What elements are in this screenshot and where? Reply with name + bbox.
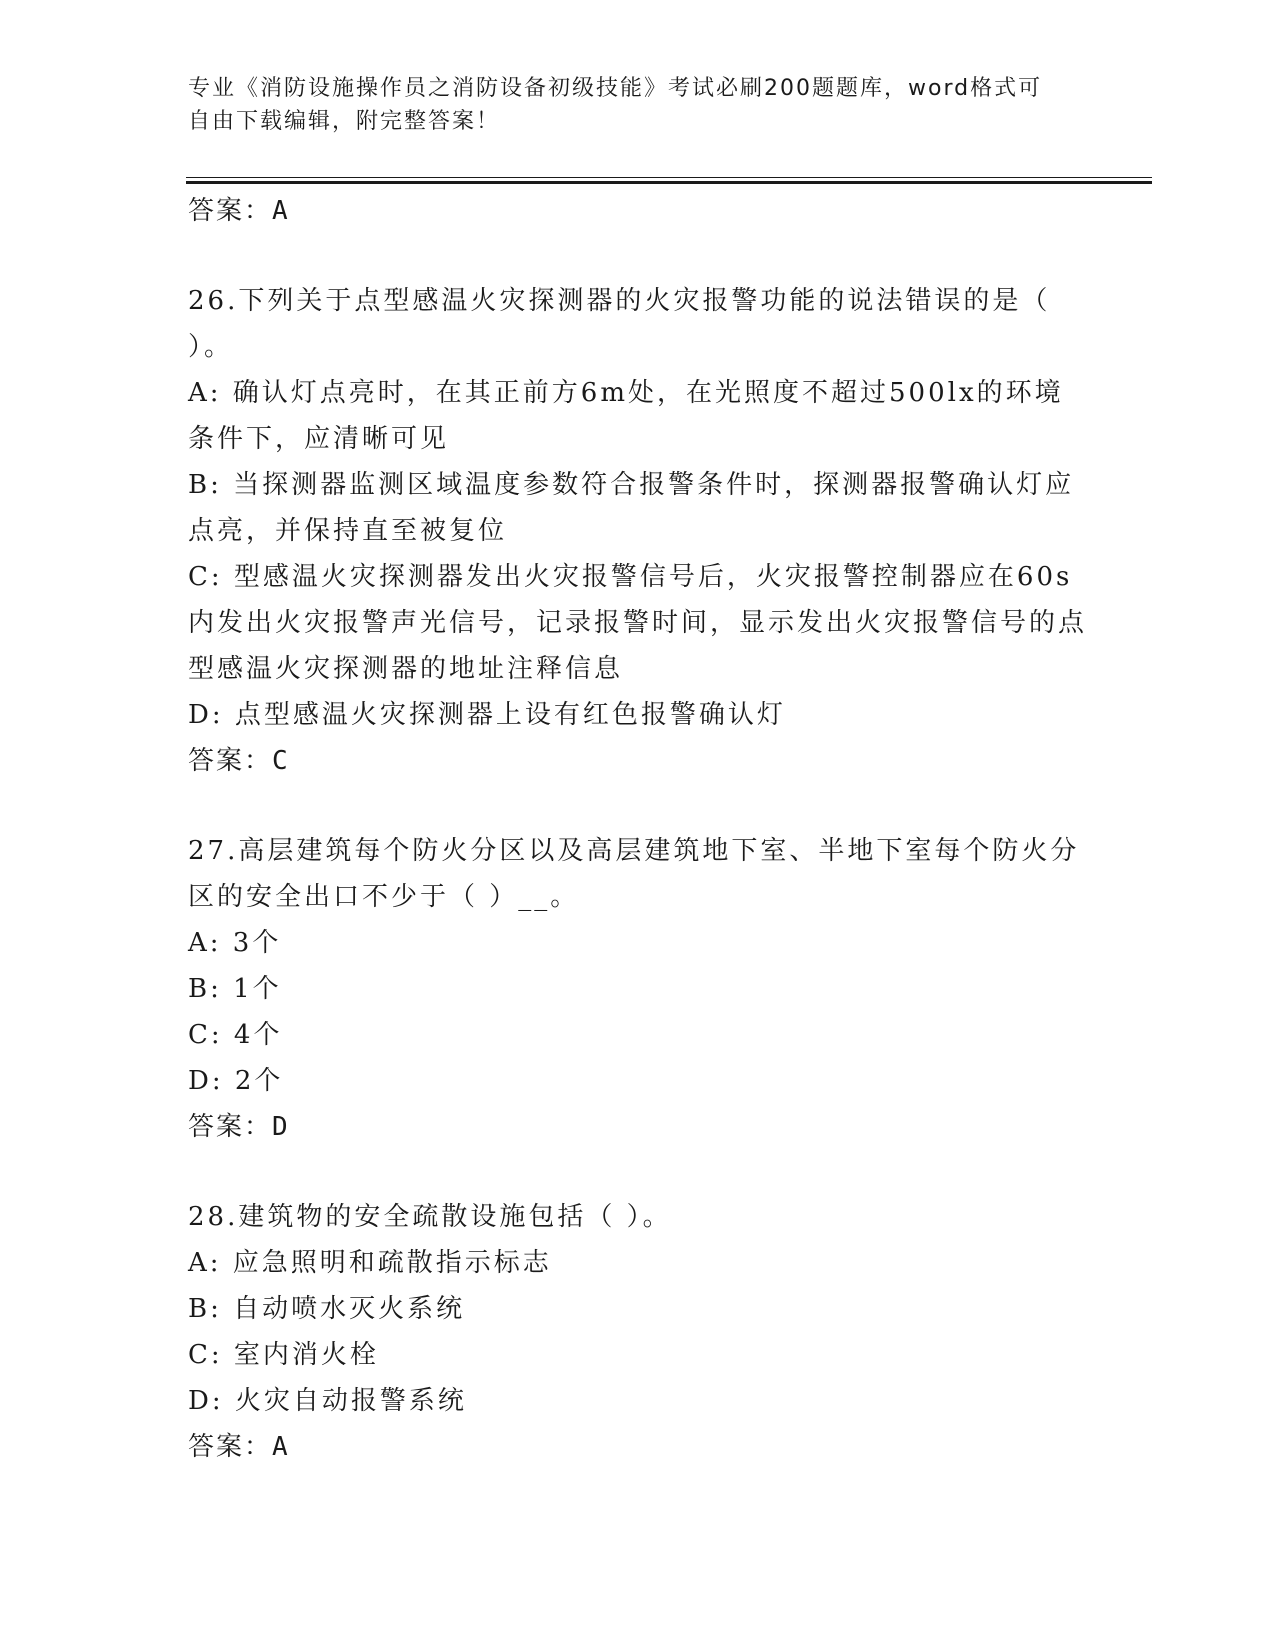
answer-value: A <box>272 196 290 226</box>
answer-value: D <box>272 1112 290 1142</box>
option-d: D: 点型感温火灾探测器上设有红色报警确认灯 <box>188 700 786 730</box>
question-stem: 28.建筑物的安全疏散设施包括（ ）。 <box>188 1202 672 1232</box>
option-d: D: 火灾自动报警系统 <box>188 1386 467 1416</box>
document-header <box>188 72 1068 138</box>
option-a: A: 应急照明和疏散指示标志 <box>188 1248 552 1278</box>
answer-value: C <box>272 746 290 776</box>
option-b: B: 当探测器监测区域温度参数符合报警条件时，探测器报警确认灯应点亮，并保持直至被复位 <box>188 470 1075 546</box>
answer-line <box>188 188 1088 234</box>
question-26 <box>188 278 1088 784</box>
answer-label: 答案： <box>188 1432 273 1462</box>
question-28 <box>188 1194 1088 1470</box>
answer-line <box>188 1424 1088 1470</box>
answer-line <box>188 738 1088 784</box>
answer-label: 答案： <box>188 1112 273 1142</box>
option-a: A: 确认灯点亮时，在其正前方6m处，在光照度不超过500lx的环境条件下，应清晰可见 <box>188 378 1064 454</box>
option-b: B: 自动喷水灭火系统 <box>188 1294 466 1324</box>
answer-line <box>188 1104 1088 1150</box>
answer-label: 答案： <box>188 746 273 776</box>
question-stem: 26.下列关于点型感温火灾探测器的火灾报警功能的说法错误的是（ ）。 <box>188 286 1051 362</box>
header-divider-thin <box>186 177 1152 178</box>
answer-value: A <box>272 1432 290 1462</box>
header-line-1: 专业《消防设施操作员之消防设备初级技能》考试必刷200题题库，word格式可 <box>188 76 1043 101</box>
header-line-2: 自由下载编辑，附完整答案！ <box>188 109 501 134</box>
option-d: D: 2个 <box>188 1066 284 1096</box>
option-b: B: 1个 <box>188 974 282 1004</box>
answer-label: 答案： <box>188 196 273 226</box>
option-c: C: 室内消火栓 <box>188 1340 379 1370</box>
option-c: C: 型感温火灾探测器发出火灾报警信号后，火灾报警控制器应在60s内发出火灾报警声光信号，记录报警时间，显示发出火灾报警信号的点型感温火灾探测器的地址注释信息 <box>188 562 1088 684</box>
document-body <box>188 188 1088 1470</box>
option-c: C: 4个 <box>188 1020 283 1050</box>
question-27 <box>188 828 1088 1150</box>
header-divider-thick <box>186 181 1152 184</box>
option-a: A: 3个 <box>188 928 282 958</box>
question-stem: 27.高层建筑每个防火分区以及高层建筑地下室、半地下室每个防火分区的安全出口不少于（ ）__。 <box>188 836 1080 912</box>
